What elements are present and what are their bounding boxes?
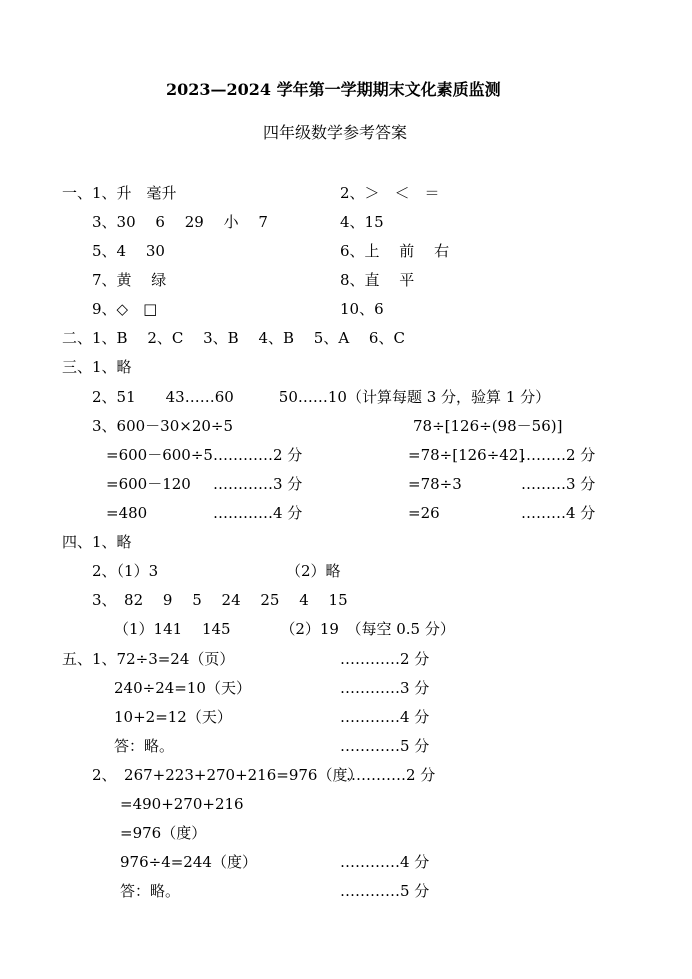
s5-q1-line1: 五、1、72÷3=24（页）	[62, 650, 235, 668]
s5-q1-line1-score: …………2 分	[340, 650, 430, 668]
s5-q2-line4-score: …………4 分	[340, 853, 430, 871]
s5-q2-line5: 答：略。	[120, 882, 181, 900]
s3-a2-score: …………3 分	[213, 475, 303, 493]
s5-q1-line2: 240÷24=10（天）	[114, 679, 251, 697]
s3-a2: =600－120	[106, 475, 191, 493]
s3-b1: =78÷[126÷42]	[408, 446, 525, 464]
s5-q1-line3-score: …………4 分	[340, 708, 430, 726]
s5-q1-line3: 10+2=12（天）	[114, 708, 232, 726]
s3-q2: 2、51 43……60 50……10（计算每题 3 分，验算 1 分）	[92, 388, 551, 406]
s1-q8: 8、直 平	[340, 271, 415, 289]
s1-q5: 5、4 30	[92, 242, 165, 260]
page-title: 2023—2024 学年第一学期期末文化素质监测	[166, 80, 501, 99]
s3-a3-score: …………4 分	[213, 504, 303, 522]
s4-q2a: 2、（1）3	[92, 562, 159, 580]
s5-q2-line1: 2、 267+223+270+216=976（度）	[92, 766, 363, 784]
s1-q9: 9、◇ □	[92, 300, 158, 318]
s5-q2-line2: =490+270+216	[120, 795, 244, 813]
s1-q1: 一、1、升 毫升	[62, 184, 177, 202]
s4-q1: 四、1、略	[62, 533, 132, 551]
s1-q3: 3、30 6 29 小 7	[92, 213, 268, 231]
s3-b3-score: ………4 分	[521, 504, 596, 522]
s3-a1-score: …………2 分	[213, 446, 303, 464]
s4-q3b: （1）141 145 （2）19 （每空 0.5 分）	[114, 620, 455, 638]
s3-b3: =26	[408, 504, 440, 522]
s1-q7: 7、黄 绿	[92, 271, 167, 289]
page-subtitle: 四年级数学参考答案	[263, 123, 408, 142]
s5-q1-line2-score: …………3 分	[340, 679, 430, 697]
s3-q3a: 3、600－30×20÷5	[92, 417, 234, 435]
s4-q3: 3、 82 9 5 24 25 4 15	[92, 591, 348, 609]
s1-q10: 10、6	[340, 300, 384, 318]
s1-q2: 2、＞ ＜ ＝	[340, 184, 440, 202]
s3-b2: =78÷3	[408, 475, 462, 493]
s1-q4: 4、15	[340, 213, 384, 231]
s4-q2b: （2）略	[286, 562, 341, 580]
s3-q1: 三、1、略	[62, 358, 132, 376]
s5-q2-line3: =976（度）	[120, 824, 207, 842]
s5-q2-line1-score: …………2 分	[346, 766, 436, 784]
s3-b2-score: ………3 分	[521, 475, 596, 493]
s5-q2-line4: 976÷4=244（度）	[120, 853, 257, 871]
s5-q1-line4-score: …………5 分	[340, 737, 430, 755]
s3-a3: =480	[106, 504, 148, 522]
s1-q6: 6、上 前 右	[340, 242, 450, 260]
s5-q2-line5-score: …………5 分	[340, 882, 430, 900]
s3-q3b: 78÷[126÷(98－56)]	[413, 417, 563, 435]
s2-line: 二、1、B 2、C 3、B 4、B 5、A 6、C	[62, 329, 405, 347]
s5-q1-line4: 答：略。	[114, 737, 175, 755]
s3-a1: =600－600÷5	[106, 446, 213, 464]
s3-b1-score: ………2 分	[521, 446, 596, 464]
